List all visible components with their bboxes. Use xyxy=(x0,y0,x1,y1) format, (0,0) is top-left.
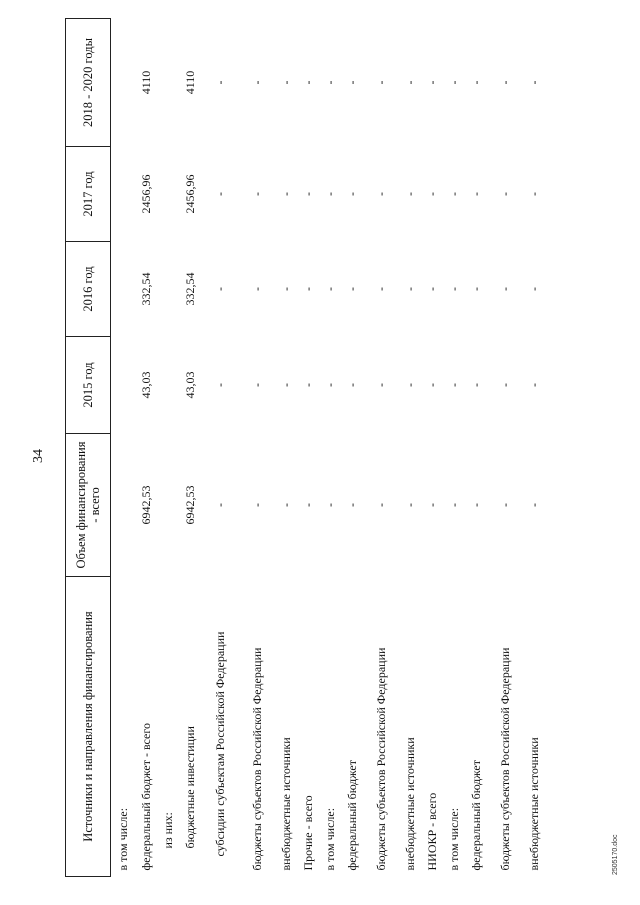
row-value: - xyxy=(212,80,227,85)
table-row xyxy=(363,19,399,877)
row-value: - xyxy=(322,383,337,387)
row-label: бюджеты субъектов Российской Федерации xyxy=(497,647,512,871)
row-label: в том числе: xyxy=(322,807,337,871)
table-row xyxy=(179,19,201,877)
row-value: - xyxy=(497,383,512,387)
row-value: - xyxy=(344,503,359,507)
table-row xyxy=(341,19,363,877)
row-value: - xyxy=(497,192,512,196)
row-label: субсидии субъектам Российской Федерации xyxy=(212,631,227,857)
row-value: - xyxy=(446,287,461,291)
row-label: в том числе: xyxy=(446,807,461,871)
row-value: - xyxy=(526,503,541,507)
row-value: - xyxy=(278,192,293,196)
row-value: 4110 xyxy=(138,70,153,95)
row-value: - xyxy=(322,80,337,85)
row-value: - xyxy=(526,287,541,291)
row-value: - xyxy=(212,383,227,387)
page-number: 34 xyxy=(31,449,46,463)
row-value xyxy=(157,19,179,147)
table-row xyxy=(319,19,341,877)
row-value: - xyxy=(249,192,264,196)
row-value: - xyxy=(249,503,264,507)
row-value: - xyxy=(468,503,483,507)
row-value: 332,54 xyxy=(138,272,153,306)
row-value: 2456,96 xyxy=(138,174,153,214)
row-label: внебюджетные источники xyxy=(278,737,293,871)
row-value xyxy=(157,434,179,577)
row-value: - xyxy=(373,80,388,85)
row-label: внебюджетные источники xyxy=(526,737,541,871)
table-row xyxy=(421,19,443,877)
row-value xyxy=(157,147,179,242)
row-value: - xyxy=(322,287,337,291)
row-label: Прочие - всего xyxy=(300,795,315,871)
row-value: - xyxy=(446,192,461,196)
table-row xyxy=(111,19,135,877)
row-value: - xyxy=(526,383,541,387)
header-total: Объем финансирования - всего xyxy=(66,434,111,577)
footer-code: 2505170.doc xyxy=(612,834,619,875)
row-value: - xyxy=(212,287,227,291)
row-value: - xyxy=(300,192,315,196)
table-row xyxy=(523,19,545,877)
row-value: - xyxy=(424,80,439,85)
table-header-row xyxy=(66,19,111,877)
row-value: - xyxy=(249,80,264,85)
row-value: - xyxy=(249,383,264,387)
header-source: Источники и направления финансирования xyxy=(66,577,111,877)
header-2017: 2017 год xyxy=(66,147,111,242)
row-value: 6942,53 xyxy=(138,485,153,525)
table-row xyxy=(297,19,319,877)
table-row xyxy=(239,19,275,877)
row-value xyxy=(111,434,135,577)
row-value: - xyxy=(468,383,483,387)
row-value: - xyxy=(526,192,541,196)
row-value xyxy=(111,242,135,337)
row-value: - xyxy=(468,287,483,291)
row-value: - xyxy=(402,287,417,291)
row-value: 6942,53 xyxy=(182,485,197,525)
row-value: - xyxy=(446,503,461,507)
row-value xyxy=(157,337,179,434)
row-value: - xyxy=(344,80,359,85)
row-value: - xyxy=(373,192,388,196)
row-value: - xyxy=(497,503,512,507)
header-2018-2020: 2018 - 2020 годы xyxy=(66,19,111,147)
row-value: - xyxy=(322,503,337,507)
row-label: федеральный бюджет - всего xyxy=(138,723,153,871)
table-row xyxy=(487,19,523,877)
table-row xyxy=(275,19,297,877)
table-row xyxy=(443,19,465,877)
row-value: - xyxy=(446,383,461,387)
row-value: - xyxy=(526,80,541,85)
row-value: - xyxy=(373,287,388,291)
row-label: в том числе: xyxy=(115,807,130,871)
table-row xyxy=(399,19,421,877)
row-value xyxy=(111,337,135,434)
row-value: 43,03 xyxy=(182,371,197,399)
row-value: - xyxy=(322,192,337,196)
row-value: - xyxy=(497,80,512,85)
row-value: - xyxy=(249,287,264,291)
row-value: - xyxy=(468,80,483,85)
row-value: - xyxy=(402,383,417,387)
row-value: - xyxy=(424,192,439,196)
table-body xyxy=(111,19,545,877)
row-label: внебюджетные источники xyxy=(402,737,417,871)
row-label: из них: xyxy=(160,812,175,849)
financing-table xyxy=(65,18,545,877)
row-value: - xyxy=(402,80,417,85)
row-label: федеральный бюджет xyxy=(344,760,359,871)
row-value xyxy=(157,242,179,337)
row-value: - xyxy=(344,192,359,196)
row-value: - xyxy=(212,503,227,507)
row-value: - xyxy=(278,383,293,387)
header-2016: 2016 год xyxy=(66,242,111,337)
row-value: - xyxy=(300,383,315,387)
row-value: - xyxy=(300,80,315,85)
row-label: федеральный бюджет xyxy=(468,760,483,871)
row-value: - xyxy=(446,80,461,85)
row-value: - xyxy=(212,192,227,196)
row-label: бюджеты субъектов Российской Федерации xyxy=(373,647,388,871)
table-row xyxy=(157,19,179,877)
row-value: - xyxy=(424,287,439,291)
row-value: - xyxy=(497,287,512,291)
row-label: бюджеты субъектов Российской Федерации xyxy=(249,647,264,871)
row-value xyxy=(111,147,135,242)
row-value: - xyxy=(278,287,293,291)
row-value: - xyxy=(402,192,417,196)
row-value: - xyxy=(300,287,315,291)
row-value: - xyxy=(278,503,293,507)
row-value xyxy=(111,19,135,147)
table-row xyxy=(465,19,487,877)
row-value: - xyxy=(373,503,388,507)
row-value: - xyxy=(424,503,439,507)
row-value: - xyxy=(402,503,417,507)
header-2015: 2015 год xyxy=(66,337,111,434)
row-value: - xyxy=(344,287,359,291)
table-row xyxy=(135,19,157,877)
row-label: бюджетные инвестиции xyxy=(182,726,197,849)
row-value: 332,54 xyxy=(182,272,197,306)
row-value: - xyxy=(468,192,483,196)
row-value: 2456,96 xyxy=(182,174,197,214)
row-value: - xyxy=(278,80,293,85)
row-label: НИОКР - всего xyxy=(424,792,439,871)
table-row xyxy=(201,19,239,877)
row-value: - xyxy=(424,383,439,387)
row-value: 4110 xyxy=(182,70,197,95)
row-value: - xyxy=(373,383,388,387)
row-value: - xyxy=(344,383,359,387)
row-value: 43,03 xyxy=(138,371,153,399)
row-value: - xyxy=(300,503,315,507)
